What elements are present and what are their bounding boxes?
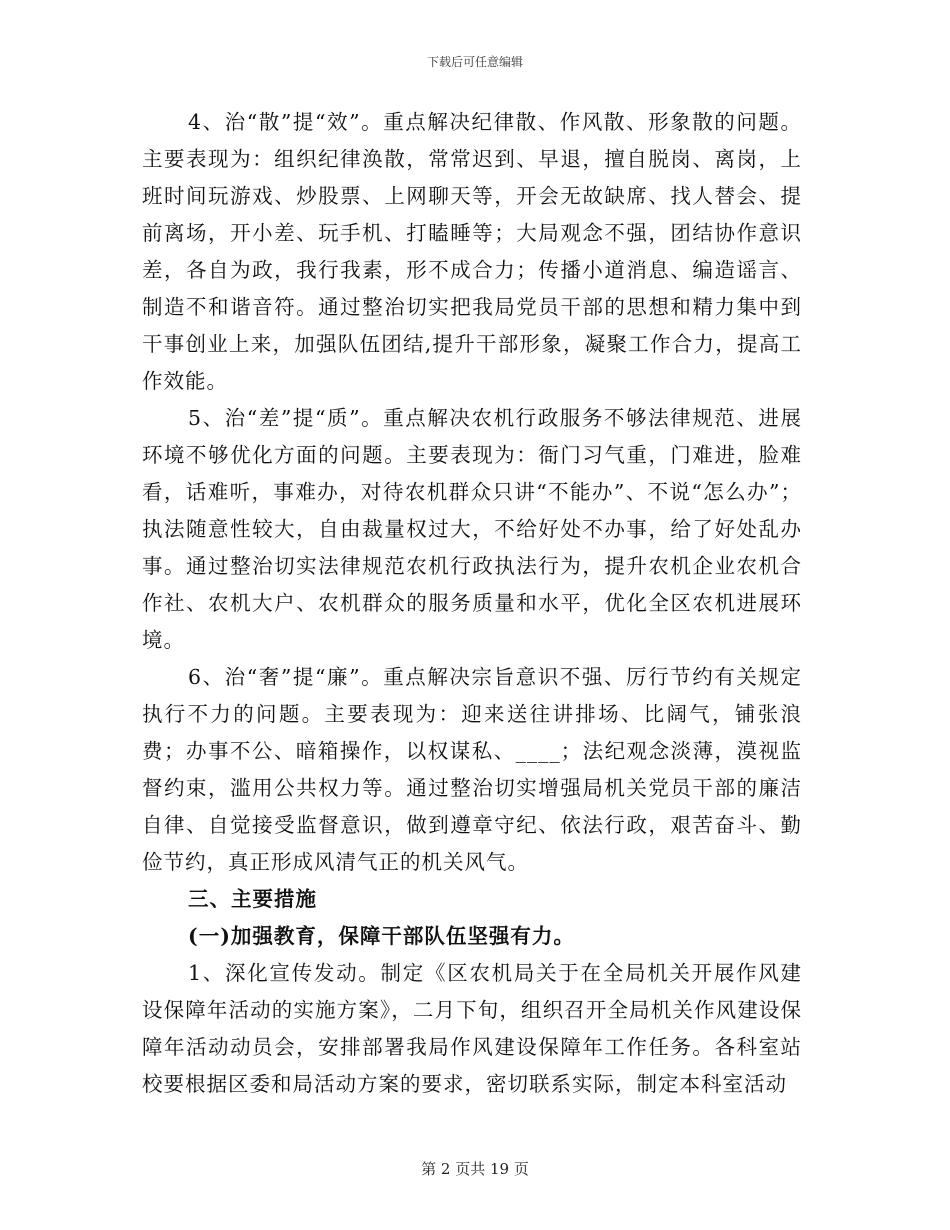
paragraph-measure-1: 1、深化宣传发动。制定《区农机局关于在全局机关开展作风建设保障年活动的实施方案》，二月下旬，组织召开全局机关作风建设保障年活动动员会，安排部署我局作风建设保障年工作任务。各科室站校要根据区委和局活动方案的要求，密切联系实际，制定本科室活动: [142, 961, 802, 1096]
page-header: 下载后可任意编辑: [426, 55, 523, 69]
document-body: [142, 104, 802, 1103]
section-title: 三、主要措施: [188, 887, 317, 911]
page-footer: 第 2 页共 19 页: [421, 1160, 529, 1178]
paragraph-item-4: 4、治“散”提“效”。重点解决纪律散、作风散、形象散的问题。主要表现为：组织纪律涣散，常常迟到、早退，擅自脱岗、离岗，上班时间玩游戏、炒股票、上网聊天等，开会无故缺席、找人替会、提前离场，开小差、玩手机、打瞌睡等；大局观念不强，团结协作意识差，各自为政，我行我素，形不成合力；传播小道消息、编造谣言、制造不和谐音符。通过整治切实把我局党员干部的思想和精力集中到干事创业上来，加强队伍团结,提升干部形象，凝聚工作合力，提高工作效能。: [142, 110, 802, 393]
paragraph-item-5: 5、治“差”提“质”。重点解决农机行政服务不够法律规范、进展环境不够优化方面的问题。主要表现为：衙门习气重，门难进，脸难看，话难听，事难办，对待农机群众只讲“不能办”、不说“怎么办”；执法随意性较大，自由裁量权过大，不给好处不办事，给了好处乱办事。通过整治切实法律规范农机行政执法行为，提升农机企业农机合作社、农机大户、农机群众的服务质量和水平，优化全区农机进展环境。: [142, 406, 802, 652]
paragraph-item-6: 6、治“奢”提“廉”。重点解决宗旨意识不强、厉行节约有关规定执行不力的问题。主要表现为：迎来送往讲排场、比阔气，铺张浪费；办事不公、暗箱操作，以权谋私、____；法纪观念淡薄，漠视监督约束，滥用公共权力等。通过整治切实增强局机关党员干部的廉洁自律、自觉接受监督意识，做到遵章守纪、依法行政，艰苦奋斗、勤俭节约，真正形成风清气正的机关风气。: [142, 665, 802, 874]
subsection-title: (一)加强教育，保障干部队伍坚强有力。: [188, 924, 575, 948]
